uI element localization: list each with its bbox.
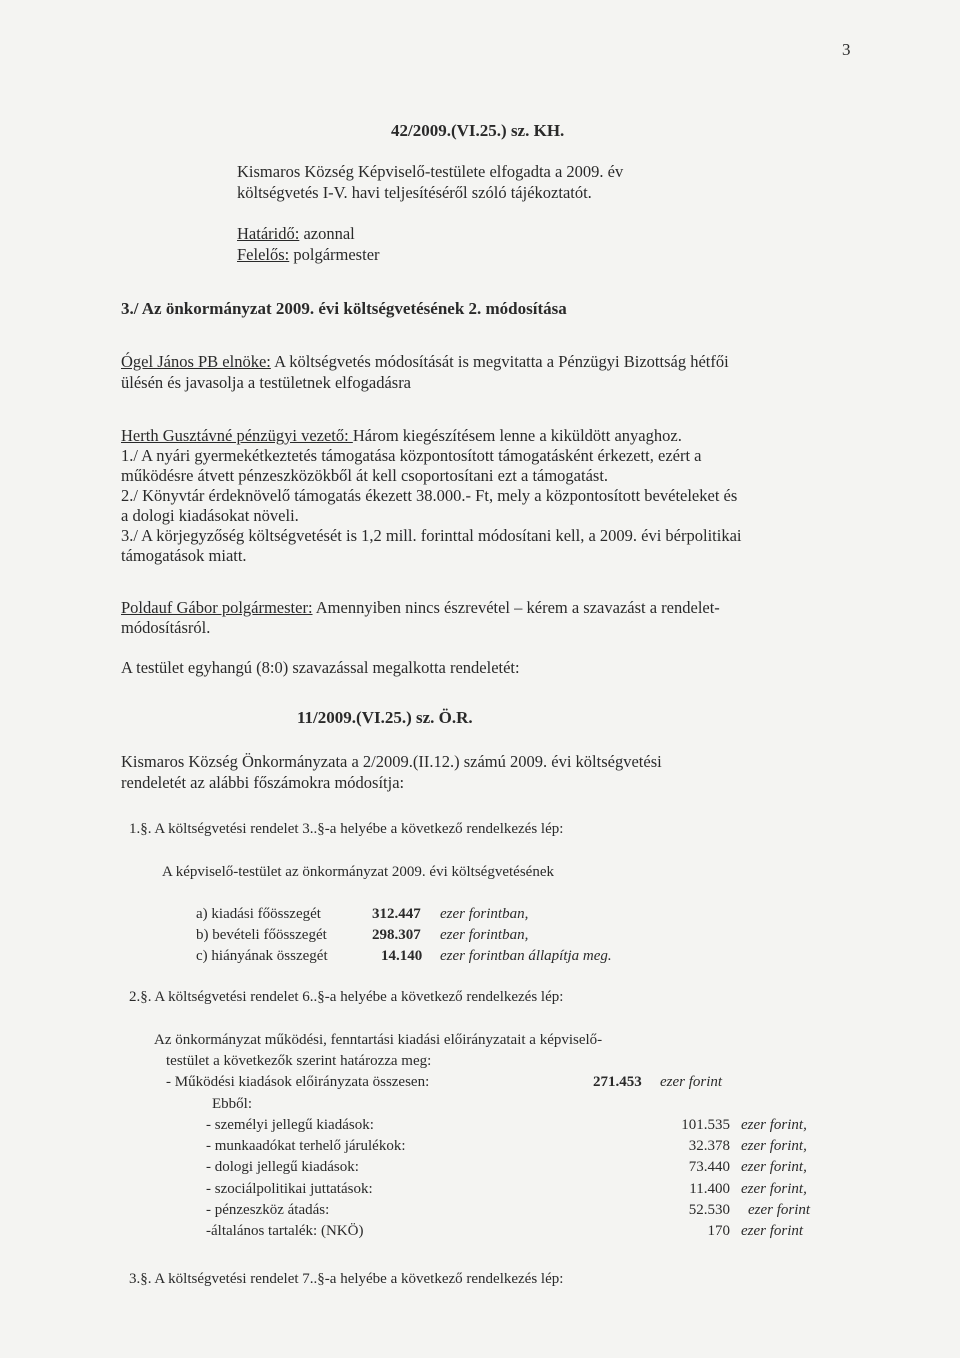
- table-row-unit: ezer forintban,: [440, 927, 529, 943]
- resolution-heading: 42/2009.(VI.25.) sz. KH.: [391, 121, 565, 140]
- paragraph-1-heading: 1.§. A költségvetési rendelet 3..§-a helyébe a következő rendelkezés lép:: [129, 821, 564, 837]
- deadline-value: azonnal: [299, 224, 355, 243]
- table-row-label: b) bevételi főösszegét: [196, 927, 327, 943]
- list-item-value: 170: [707, 1223, 730, 1239]
- list-item-value: 52.530: [688, 1202, 730, 1218]
- total-value: 271.453: [593, 1074, 642, 1090]
- list-item-label: - szociálpolitikai juttatások:: [206, 1181, 373, 1197]
- list-item-value: 32.378: [688, 1138, 730, 1154]
- decree-intro-line-2: rendeletét az alábbi főszámokra módosítja:: [121, 773, 405, 792]
- poldauf-line-2: módosításról.: [121, 618, 211, 637]
- ebbol-label: Ebből:: [212, 1096, 252, 1112]
- section-heading: 3./ Az önkormányzat 2009. évi költségvetésének 2. módosítása: [121, 299, 567, 318]
- table-row-unit: ezer forintban állapítja meg.: [440, 948, 612, 964]
- poldauf-line-1: [121, 598, 720, 617]
- herth-item-1-line-1: 1./ A nyári gyermekétkeztetés támogatása központosított támogatásként érkezett, ezért a: [121, 446, 702, 465]
- ogel-line-2: ülésén és javasolja a testületnek elfogadásra: [121, 373, 412, 392]
- list-item-unit: ezer forint,: [741, 1138, 807, 1154]
- list-item-label: - munkaadókat terhelő járulékok:: [206, 1138, 406, 1154]
- list-item-label: -általános tartalék: (NKÖ): [206, 1223, 364, 1239]
- poldauf-name: Poldauf Gábor polgármester:: [121, 598, 313, 617]
- list-item-unit: ezer forint,: [741, 1117, 807, 1133]
- resolution-text-line-1: Kismaros Község Képviselő-testülete elfogadta a 2009. év: [237, 162, 624, 181]
- list-item-unit: ezer forint,: [741, 1181, 807, 1197]
- list-item-label: - pénzeszköz átadás:: [206, 1202, 330, 1218]
- ogel-name: Ógel János PB elnöke:: [121, 352, 271, 371]
- list-item-unit: ezer forint,: [741, 1159, 807, 1175]
- list-item-value: 11.400: [689, 1181, 730, 1197]
- responsible-value: polgármester: [289, 245, 380, 264]
- total-label: - Működési kiadások előirányzata összesen:: [166, 1074, 430, 1090]
- total-unit: ezer forint: [660, 1074, 723, 1090]
- table-row-unit: ezer forintban,: [440, 906, 529, 922]
- deadline-line: [237, 224, 355, 243]
- table-row-label: c) hiányának összegét: [196, 948, 328, 964]
- herth-text-1: Három kiegészítésem lenne a kiküldött anyaghoz.: [352, 426, 682, 445]
- page-number: 3: [842, 40, 851, 59]
- herth-item-2-line-1: 2./ Könyvtár érdeknövelő támogatás ékezett 38.000.- Ft, mely a központosított bevételeket és: [121, 486, 738, 505]
- table-row-label: a) kiadási főösszegét: [196, 906, 321, 922]
- responsible-label: Felelős:: [237, 245, 290, 264]
- list-item-label: - dologi jellegű kiadások:: [206, 1159, 359, 1175]
- deadline-label: Határidő:: [237, 224, 300, 243]
- herth-item-2-line-2: a dologi kiadásokat növeli.: [121, 506, 299, 525]
- herth-item-3-line-2: támogatások miatt.: [121, 546, 247, 565]
- paragraph-3-heading: 3.§. A költségvetési rendelet 7..§-a helyébe a következő rendelkezés lép:: [129, 1271, 564, 1287]
- responsible-line: [237, 245, 380, 264]
- list-item-value: 73.440: [688, 1159, 730, 1175]
- list-item-value: 101.535: [681, 1117, 730, 1133]
- paragraph-2-intro-line-1: Az önkormányzat működési, fenntartási kiadási előirányzatait a képviselő-: [154, 1032, 603, 1048]
- resolution-text-line-2: költségvetés I-V. havi teljesítéséről szóló tájékoztatót.: [237, 183, 592, 202]
- paragraph-2-heading: 2.§. A költségvetési rendelet 6..§-a helyébe a következő rendelkezés lép:: [129, 989, 564, 1005]
- herth-name: Herth Gusztávné pénzügyi vezető:: [121, 426, 353, 445]
- list-item-label: - személyi jellegű kiadások:: [206, 1117, 374, 1133]
- herth-line-1: [121, 426, 682, 445]
- decree-intro-line-1: Kismaros Község Önkormányzata a 2/2009.(II.12.) számú 2009. évi költségvetési: [121, 752, 662, 771]
- table-row-value: 298.307: [372, 927, 421, 943]
- poldauf-text-1: Amennyiben nincs észrevétel – kérem a szavazást a rendelet-: [312, 598, 720, 617]
- paragraph-2-intro-line-2: testület a következők szerint határozza meg:: [166, 1053, 432, 1069]
- paragraph-1-intro: A képviselő-testület az önkormányzat 2009. évi költségvetésének: [162, 864, 554, 880]
- ogel-line-1: [121, 352, 729, 371]
- decree-heading: 11/2009.(VI.25.) sz. Ö.R.: [297, 708, 473, 727]
- list-item-unit: ezer forint: [748, 1202, 811, 1218]
- ogel-text-1: A költségvetés módosítását is megvitatta a Pénzügyi Bizottság hétfői: [270, 352, 729, 371]
- table-row-value: 312.447: [372, 906, 421, 922]
- vote-text: A testület egyhangú (8:0) szavazással megalkotta rendeletét:: [121, 658, 520, 677]
- list-item-unit: ezer forint: [741, 1223, 804, 1239]
- herth-item-1-line-2: működésre átvett pénzeszközökből át kell csoportosítani ezt a támogatást.: [121, 466, 609, 485]
- herth-item-3-line-1: 3./ A körjegyzőség költségvetését is 1,2 mill. forinttal módosítani kell, a 2009. évi bérpolitikai: [121, 526, 742, 545]
- table-row-value: 14.140: [381, 948, 423, 964]
